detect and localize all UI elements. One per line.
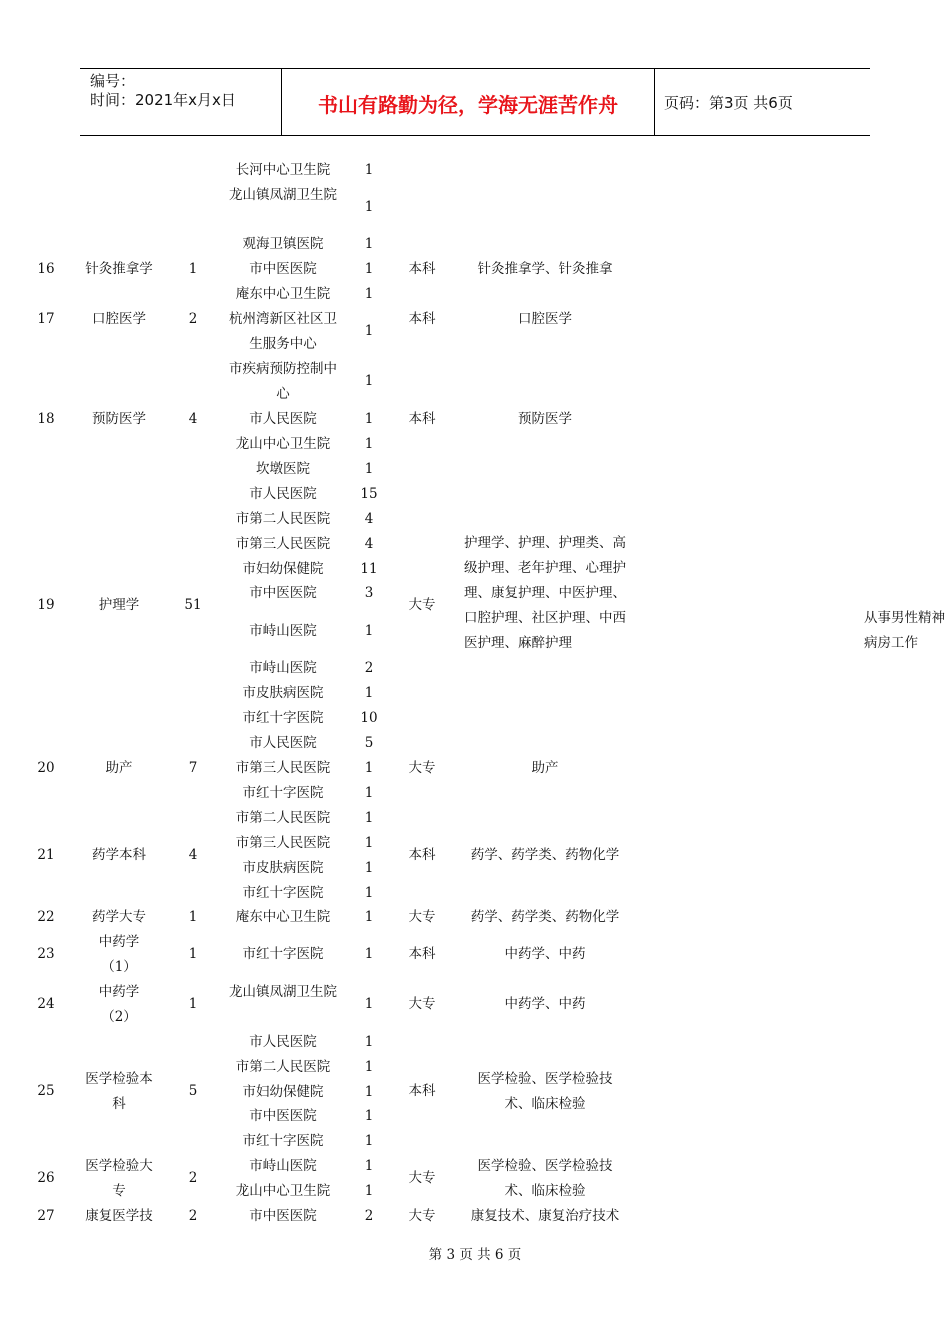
post-count: 1 xyxy=(188,946,198,962)
unit-name: 市第三人民医院 xyxy=(235,760,331,776)
unit-quota: 2 xyxy=(364,660,374,676)
post-count: 51 xyxy=(184,597,202,613)
unit-quota: 1 xyxy=(364,1108,374,1124)
major: 预防医学 xyxy=(518,411,572,427)
unit-quota: 1 xyxy=(364,411,374,427)
major: 医学检验、医学检验技术、临床检验 xyxy=(477,1158,613,1199)
post-name: 康复医学技 xyxy=(85,1208,153,1224)
unit-quota: 4 xyxy=(364,536,374,552)
unit-quota: 1 xyxy=(364,946,374,962)
major: 医学检验、医学检验技术、临床检验 xyxy=(477,1071,613,1112)
post-name: 医学检验大专 xyxy=(85,1158,153,1199)
unit-name: 市第二人民医院 xyxy=(235,511,331,527)
row-no: 22 xyxy=(37,909,55,925)
education: 本科 xyxy=(408,1083,436,1099)
unit-quota: 1 xyxy=(364,1183,374,1199)
unit-name: 市第三人民医院 xyxy=(235,835,331,851)
post-name: 护理学 xyxy=(98,597,140,613)
unit-quota: 15 xyxy=(360,486,378,502)
unit-name: 市红十字医院 xyxy=(242,946,324,962)
unit-name: 龙山镇凤湖卫生院 xyxy=(229,187,337,203)
unit-quota: 1 xyxy=(364,1133,374,1149)
header-top-rule xyxy=(80,68,870,69)
post-count: 4 xyxy=(188,847,198,863)
row-no: 23 xyxy=(37,946,55,962)
unit-quota: 1 xyxy=(364,286,374,302)
unit-name: 市疾病预防控制中心 xyxy=(229,361,337,402)
major: 药学、药学类、药物化学 xyxy=(470,847,620,863)
major: 针灸推拿学、针灸推拿 xyxy=(477,261,613,277)
unit-name: 市妇幼保健院 xyxy=(242,561,324,577)
post-count: 2 xyxy=(188,1208,198,1224)
unit-name: 市峙山医院 xyxy=(249,1158,317,1174)
unit-quota: 11 xyxy=(360,561,378,577)
unit-name: 市峙山医院 xyxy=(249,660,317,676)
unit-quota: 1 xyxy=(364,1059,374,1075)
post-count: 7 xyxy=(188,760,198,776)
row-no: 18 xyxy=(37,411,55,427)
row-no: 21 xyxy=(37,847,55,863)
unit-quota: 1 xyxy=(364,261,374,277)
education: 大专 xyxy=(408,760,436,776)
unit-name: 坎墩医院 xyxy=(256,461,310,477)
unit-quota: 1 xyxy=(364,436,374,452)
major: 药学、药学类、药物化学 xyxy=(470,909,620,925)
major: 护理学、护理、护理类、高级护理、老年护理、心理护理、康复护理、中医护理、口腔护理、社区护理、中西医护理、麻醉护理 xyxy=(464,535,626,651)
education: 本科 xyxy=(408,411,436,427)
unit-quota: 1 xyxy=(364,885,374,901)
row-no: 25 xyxy=(37,1083,55,1099)
unit-quota: 10 xyxy=(360,710,378,726)
post-name: 药学本科 xyxy=(92,847,146,863)
unit-name: 市人民医院 xyxy=(249,735,317,751)
major: 助产 xyxy=(531,760,559,776)
post-count: 2 xyxy=(188,311,198,327)
unit-quota: 1 xyxy=(364,623,374,639)
unit-quota: 1 xyxy=(364,1084,374,1100)
unit-quota: 1 xyxy=(364,373,374,389)
unit-quota: 1 xyxy=(364,810,374,826)
major: 康复技术、康复治疗技术 xyxy=(470,1208,620,1224)
education: 本科 xyxy=(408,311,436,327)
remark: 从事男性精神病房工作 xyxy=(864,610,945,651)
row-no: 24 xyxy=(37,996,55,1012)
unit-quota: 4 xyxy=(364,511,374,527)
serial-label: 编号： xyxy=(90,72,136,90)
post-count: 1 xyxy=(188,261,198,277)
post-count: 5 xyxy=(188,1083,198,1099)
unit-name: 庵东中心卫生院 xyxy=(235,909,331,925)
post-name: 预防医学 xyxy=(92,411,146,427)
unit-quota: 1 xyxy=(364,860,374,876)
education: 本科 xyxy=(408,946,436,962)
unit-name: 市第三人民医院 xyxy=(235,536,331,552)
post-name: 中药学（1） xyxy=(98,934,140,975)
unit-name: 龙山镇凤湖卫生院 xyxy=(229,984,337,1000)
education: 大专 xyxy=(408,909,436,925)
unit-name: 市皮肤病医院 xyxy=(242,860,324,876)
unit-name: 庵东中心卫生院 xyxy=(235,286,331,302)
post-count: 1 xyxy=(188,996,198,1012)
unit-name: 市皮肤病医院 xyxy=(242,685,324,701)
unit-quota: 1 xyxy=(364,323,374,339)
page-footer: 第 3 页 共 6 页 xyxy=(428,1247,522,1263)
unit-name: 市人民医院 xyxy=(249,411,317,427)
page-label: 页码：第3页 共6页 xyxy=(664,94,793,112)
unit-name: 观海卫镇医院 xyxy=(242,236,324,252)
unit-name: 市红十字医院 xyxy=(242,785,324,801)
unit-quota: 1 xyxy=(364,835,374,851)
unit-name: 龙山中心卫生院 xyxy=(235,1183,331,1199)
major: 口腔医学 xyxy=(518,311,572,327)
major: 中药学、中药 xyxy=(504,946,586,962)
unit-name: 市中医医院 xyxy=(249,585,317,601)
unit-name: 市第二人民医院 xyxy=(235,1059,331,1075)
unit-quota: 1 xyxy=(364,909,374,925)
row-no: 17 xyxy=(37,311,55,327)
unit-name: 市中医医院 xyxy=(249,261,317,277)
unit-quota: 1 xyxy=(364,685,374,701)
unit-name: 市人民医院 xyxy=(249,1034,317,1050)
unit-quota: 1 xyxy=(364,1034,374,1050)
education: 大专 xyxy=(408,1208,436,1224)
unit-name: 杭州湾新区社区卫生服务中心 xyxy=(229,311,337,352)
unit-name: 市妇幼保健院 xyxy=(242,1084,324,1100)
post-name: 口腔医学 xyxy=(92,311,146,327)
unit-name: 长河中心卫生院 xyxy=(235,162,331,178)
unit-name: 市人民医院 xyxy=(249,486,317,502)
post-name: 医学检验本科 xyxy=(85,1071,153,1112)
unit-name: 市中医医院 xyxy=(249,1208,317,1224)
date-line: 时间：2021年x月x日 xyxy=(90,91,236,109)
unit-quota: 5 xyxy=(364,735,374,751)
motto: 书山有路勤为径，学海无涯苦作舟 xyxy=(318,93,618,117)
header-bottom-rule xyxy=(80,135,870,136)
row-no: 26 xyxy=(37,1170,55,1186)
unit-name: 市第二人民医院 xyxy=(235,810,331,826)
unit-quota: 1 xyxy=(364,461,374,477)
unit-quota: 1 xyxy=(364,162,374,178)
unit-name: 市中医医院 xyxy=(249,1108,317,1124)
post-name: 针灸推拿学 xyxy=(85,261,153,277)
row-no: 19 xyxy=(37,597,55,613)
unit-quota: 1 xyxy=(364,199,374,215)
unit-quota: 3 xyxy=(364,585,374,601)
education: 本科 xyxy=(408,261,436,277)
unit-quota: 1 xyxy=(364,785,374,801)
post-count: 4 xyxy=(188,411,198,427)
education: 大专 xyxy=(408,1170,436,1186)
header-divider-right xyxy=(654,68,655,136)
unit-quota: 1 xyxy=(364,996,374,1012)
unit-name: 市红十字医院 xyxy=(242,885,324,901)
row-no: 20 xyxy=(37,760,55,776)
education: 大专 xyxy=(408,597,436,613)
unit-name: 市红十字医院 xyxy=(242,710,324,726)
unit-name: 市峙山医院 xyxy=(249,623,317,639)
unit-name: 市红十字医院 xyxy=(242,1133,324,1149)
education: 大专 xyxy=(408,996,436,1012)
education: 本科 xyxy=(408,847,436,863)
row-no: 27 xyxy=(37,1208,55,1224)
row-no: 16 xyxy=(37,261,55,277)
post-name: 药学大专 xyxy=(92,909,146,925)
post-count: 2 xyxy=(188,1170,198,1186)
post-name: 助产 xyxy=(105,760,133,776)
post-name: 中药学（2） xyxy=(98,984,140,1025)
unit-quota: 1 xyxy=(364,760,374,776)
unit-quota: 2 xyxy=(364,1208,374,1224)
major: 中药学、中药 xyxy=(504,996,586,1012)
unit-name: 龙山中心卫生院 xyxy=(235,436,331,452)
post-count: 1 xyxy=(188,909,198,925)
unit-quota: 1 xyxy=(364,236,374,252)
unit-quota: 1 xyxy=(364,1158,374,1174)
